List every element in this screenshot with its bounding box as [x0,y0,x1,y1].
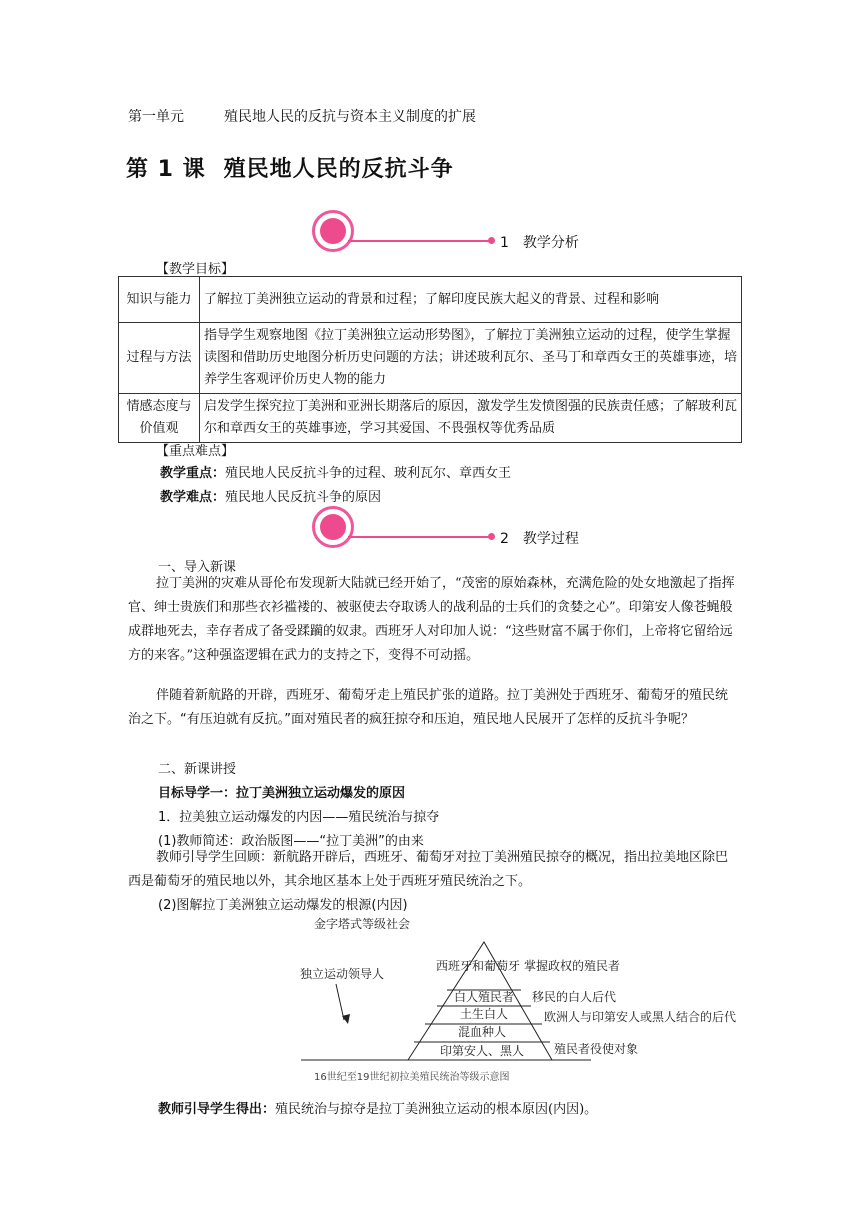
section-marker-icon [312,506,354,548]
difficulty-label: 教学难点： [160,490,226,505]
tier-label: 混血种人 [457,1025,507,1039]
focus-label: 教学重点： [160,466,226,481]
side-label: 欧洲人与印第安人或黑人结合的后代 [544,1010,737,1024]
conclusion [158,1098,597,1117]
table-row [119,277,742,323]
intro-heading: 一、导入新课 [158,560,237,575]
teaching-focus [160,462,511,481]
lesson-number: 第 1 课 [126,157,206,182]
table-row [119,323,742,394]
goal-text: 启发学生探究拉丁美洲和亚洲长期落后的原因，激发学生发愤图强的民族责任感；了解玻利瓦尔和章西女王的英雄事迹，学习其爱国、不畏强权等优秀品质 [200,394,742,443]
teacher-guide-paragraph: 教师引导学生回顾：新航路开辟后，西班牙、葡萄牙对拉丁美洲殖民掠夺的概况，指出拉美地区除巴西是葡萄牙的殖民地以外，其余地区基本上处于西班牙殖民统治之下。 [128,850,729,889]
figure-caption: 16世纪至19世纪初拉美殖民统治等级示意图 [314,1072,510,1083]
bullet-dot-icon [488,533,495,540]
goal-head: 情感态度与价值观 [119,394,200,443]
section-marker-icon [312,210,354,252]
side-label: 移民的白人后代 [532,990,617,1004]
side-label: 掌握政权的殖民者 [524,959,621,973]
section-title-process: 2 教学过程 [500,531,579,547]
pointer-line [336,984,344,1020]
section-divider [348,536,490,538]
tier-label: 土生白人 [459,1007,509,1021]
tier-label: 西班牙和葡萄牙 [435,959,521,973]
teaching-difficulty [160,486,381,505]
intro-paragraph: 拉丁美洲的灾难从哥伦布发现新大陆就已经开始了，“茂密的原始森林，充满危险的处女地激起了指挥官、绅士贵族们和那些衣衫褴褛的、被驱使去夺取诱人的战利品的士兵们的贪婪之心”。印第安人像苍蝇般成群地死去，幸存者成了备受蹂躏的奴隶。西班牙人对印加人说：“这些财富不属于你们，上帝将它留给远方的来客。”这种强盗逻辑在武力的支持之下，变得不可动摇。 [128,576,735,663]
goal-text: 指导学生观察地图《拉丁美洲独立运动形势图》，了解拉丁美洲独立运动的过程，使学生掌握读图和借助历史地图分析历史问题的方法；讲述玻利瓦尔、圣马丁和章西女王的英雄事迹，培养学生客观评价历史人物的能力 [200,323,742,394]
section-title-analysis: 1 教学分析 [500,235,579,251]
table-row [119,394,742,443]
side-label: 独立运动领导人 [300,967,385,981]
unit-title: 殖民地人民的反抗与资本主义制度的扩展 [224,109,476,125]
pyramid-diagram [296,912,737,1087]
unit-number: 第一单元 [128,109,184,125]
list-item: 1．拉美独立运动爆发的内因——殖民统治与掠夺 [158,810,440,825]
intro-paragraph: 伴随着新航路的开辟，西班牙、葡萄牙走上殖民扩张的道路。拉丁美洲处于西班牙、葡萄牙的殖民统治之下。“有压迫就有反抗。”面对殖民者的疯狂掠夺和压迫，殖民地人民展开了怎样的反抗斗争呢？ [128,688,729,727]
new-lesson-heading: 二、新课讲授 [158,762,237,777]
list-item: (1)教师简述：政治版图——“拉丁美洲”的由来 [158,834,424,849]
goal-head: 知识与能力 [119,277,200,323]
lesson-name: 殖民地人民的反抗斗争 [223,157,454,182]
goal-head: 过程与方法 [119,323,200,394]
key-heading: 【重点难点】 [156,444,235,459]
goal-text: 了解拉丁美洲独立运动的背景和过程；了解印度民族大起义的背景、过程和影响 [200,277,742,323]
unit-header [128,106,476,126]
lesson-title [126,152,454,183]
conclusion-label: 教师引导学生得出： [158,1102,276,1117]
list-item: (2)图解拉丁美洲独立运动爆发的根源(内因) [158,898,408,913]
focus-text: 殖民地人民反抗斗争的过程、玻利瓦尔、章西女王 [225,466,512,481]
goal-heading: 目标导学一：拉丁美洲独立运动爆发的原因 [158,786,406,801]
section-divider [348,240,490,242]
bullet-dot-icon [488,237,495,244]
side-label: 殖民者役使对象 [554,1042,639,1056]
figure-title: 金字塔式等级社会 [314,917,411,931]
tier-label: 印第安人、黑人 [439,1044,525,1058]
difficulty-text: 殖民地人民反抗斗争的原因 [225,490,382,505]
goals-table [118,276,742,443]
tier-label: 白人殖民者 [453,990,515,1004]
goals-heading: 【教学目标】 [156,262,235,277]
conclusion-text: 殖民统治与掠夺是拉丁美洲独立运动的根本原因(内因)。 [275,1102,598,1117]
